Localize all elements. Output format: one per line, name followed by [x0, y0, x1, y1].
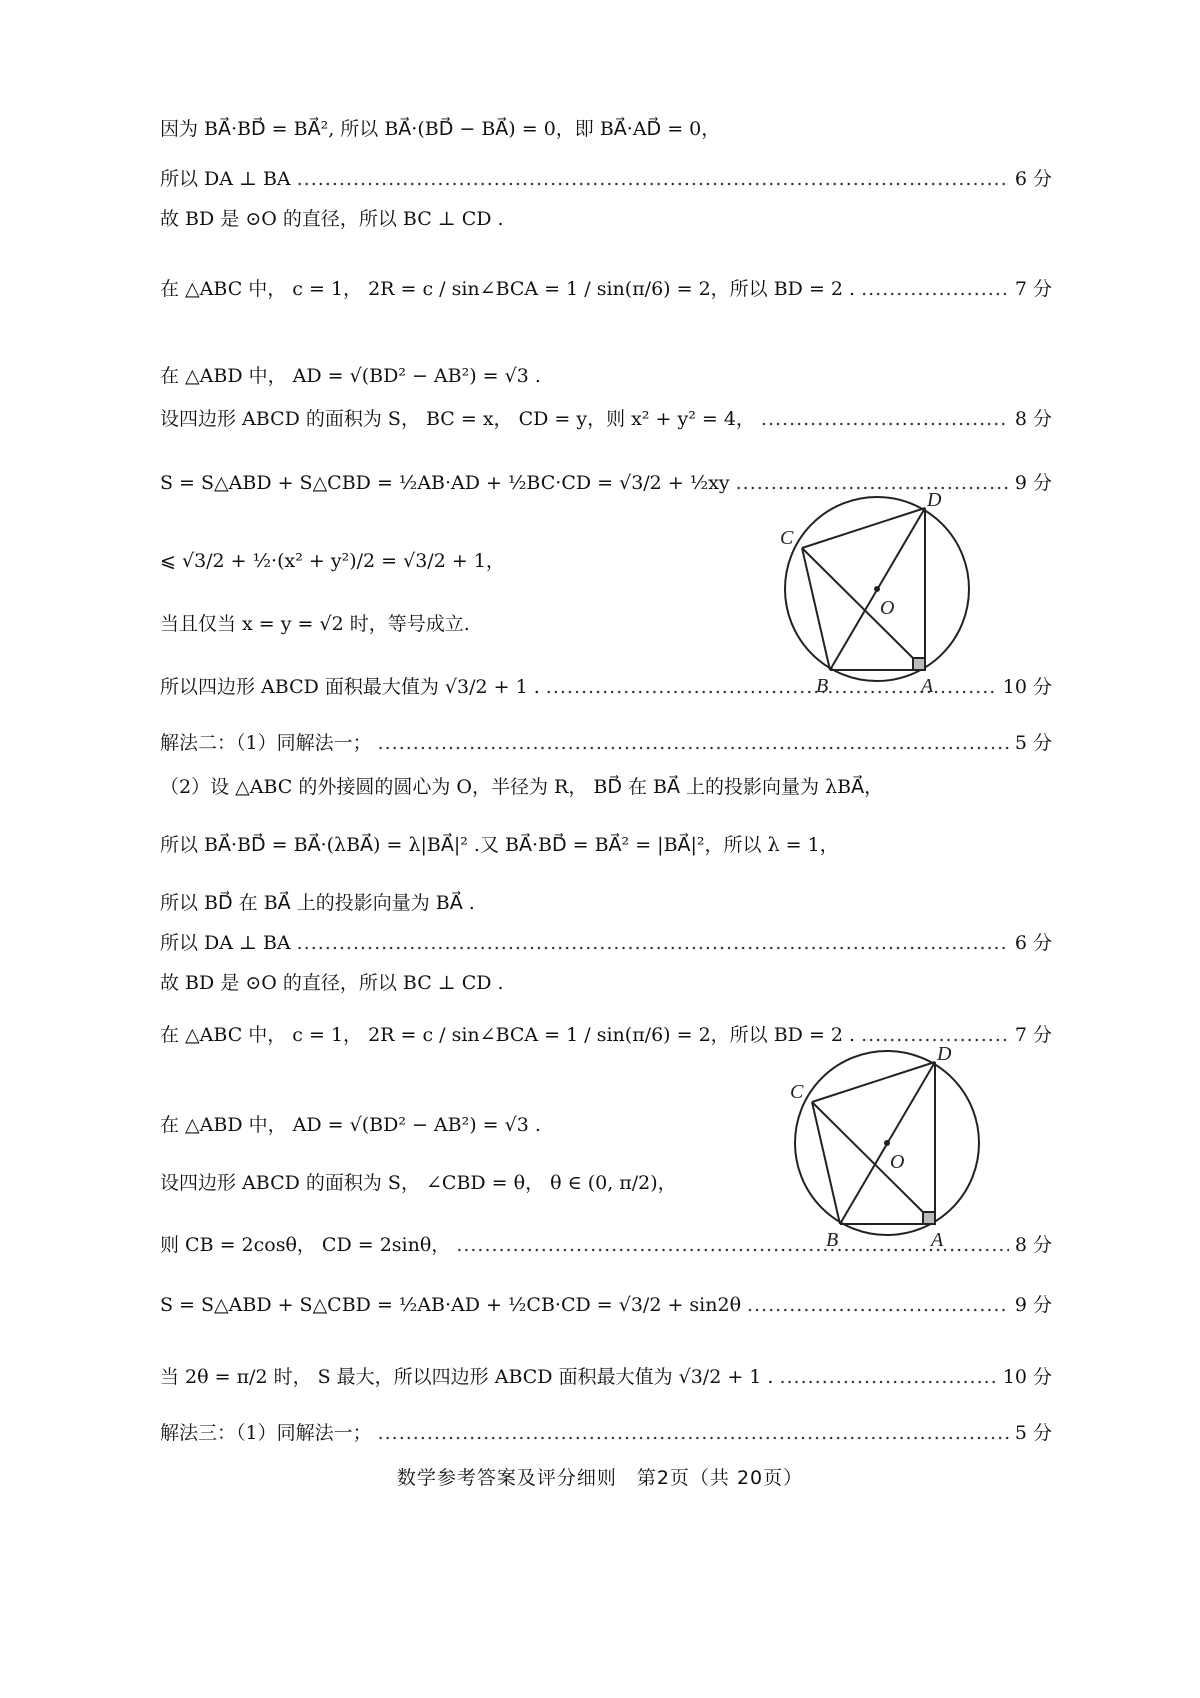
- score-label: 8 分: [1014, 1234, 1052, 1256]
- line-text: 则 CB = 2cosθ， CD = 2sinθ，: [160, 1234, 451, 1256]
- score-label: 6 分: [1014, 168, 1052, 190]
- text-line: 当且仅当 x = y = √2 时，等号成立.: [160, 613, 470, 635]
- leader-dots: [761, 404, 1009, 434]
- right-angle-mark: [913, 658, 925, 670]
- scored-line: [160, 164, 1052, 194]
- label-o: O: [880, 597, 895, 619]
- right-angle-mark: [923, 1212, 935, 1224]
- text-line: （2）设 △ABC 的外接圆的圆心为 O，半径为 R， BD⃗ 在 BA⃗ 上的投影向量为 λBA⃗，: [160, 776, 884, 798]
- label-a: A: [931, 1229, 944, 1246]
- line-text: S = S△ABD + S△CBD = ½AB·AD + ½BC·CD = √3/2 + ½xy: [160, 472, 730, 494]
- text-line: 故 BD 是 ⊙O 的直径，所以 BC ⊥ CD .: [160, 208, 504, 230]
- text-line: 所以 BA⃗·BD⃗ = BA⃗·(λBA⃗) = λ|BA⃗|² .又 BA⃗·BD⃗ = BA⃗² = |BA⃗|²，所以 λ = 1，: [160, 834, 839, 856]
- segment-cb: [802, 548, 830, 670]
- line-text: 设四边形 ABCD 的面积为 S， BC = x， CD = y，则 x² + y² = 4，: [160, 408, 755, 430]
- text-line: ⩽ √3/2 + ½·(x² + y²)/2 = √3/2 + 1，: [160, 550, 505, 572]
- scored-line: [160, 274, 1052, 304]
- scored-line: [160, 1362, 1052, 1392]
- segment-cd: [802, 508, 925, 548]
- score-label: 9 分: [1014, 472, 1052, 494]
- circle-figure-1: [760, 482, 980, 692]
- leader-dots: [747, 1290, 1009, 1320]
- score-label: 10 分: [1002, 676, 1052, 698]
- line-text: 所以 DA ⊥ BA: [160, 932, 291, 954]
- score-label: 7 分: [1014, 278, 1052, 300]
- line-text: 解法二：（1）同解法一；: [160, 732, 372, 754]
- text-line: 在 △ABD 中， AD = √(BD² − AB²) = √3 .: [160, 1114, 541, 1136]
- text-line: 在 △ABD 中， AD = √(BD² − AB²) = √3 .: [160, 365, 541, 387]
- scored-line: [160, 928, 1052, 958]
- scored-line: [160, 404, 1052, 434]
- segment-cb: [812, 1102, 840, 1224]
- text-line: 因为 BA⃗·BD⃗ = BA⃗², 所以 BA⃗·(BD⃗ − BA⃗) = 0，即 BA⃗·AD⃗ = 0，: [160, 118, 721, 140]
- label-a: A: [921, 675, 934, 692]
- label-c: C: [780, 527, 794, 549]
- segment-cd: [812, 1062, 935, 1102]
- label-d: D: [927, 489, 942, 511]
- line-text: S = S△ABD + S△CBD = ½AB·AD + ½CB·CD = √3/2 + sin2θ: [160, 1294, 742, 1316]
- scored-line: [160, 728, 1052, 758]
- line-text: 解法三：（1）同解法一；: [160, 1422, 372, 1444]
- scored-line: [160, 1290, 1052, 1320]
- line-text: 当 2θ = π/2 时， S 最大，所以四边形 ABCD 面积最大值为 √3/2 + 1 .: [160, 1366, 774, 1388]
- label-c: C: [790, 1081, 804, 1103]
- leader-dots: [378, 1418, 1009, 1448]
- center-dot: [884, 1140, 890, 1146]
- leader-dots: [297, 164, 1009, 194]
- line-text: 在 △ABC 中， c = 1， 2R = c / sin∠BCA = 1 / sin(π/6) = 2，所以 BD = 2 .: [160, 278, 856, 300]
- circle-figure-2: [770, 1036, 990, 1246]
- segment-ca: [802, 548, 925, 670]
- score-label: 7 分: [1014, 1024, 1052, 1046]
- line-text: 所以四边形 ABCD 面积最大值为 √3/2 + 1 .: [160, 676, 540, 698]
- score-label: 6 分: [1014, 932, 1052, 954]
- scored-line: [160, 1418, 1052, 1448]
- leader-dots: [779, 1362, 996, 1392]
- text-line: 所以 BD⃗ 在 BA⃗ 上的投影向量为 BA⃗ .: [160, 892, 475, 914]
- label-b: B: [826, 1229, 839, 1246]
- leader-dots: [378, 728, 1009, 758]
- score-label: 8 分: [1014, 408, 1052, 430]
- label-b: B: [816, 675, 829, 692]
- leader-dots: [861, 274, 1009, 304]
- line-text: 在 △ABC 中， c = 1， 2R = c / sin∠BCA = 1 / sin(π/6) = 2，所以 BD = 2 .: [160, 1024, 856, 1046]
- score-label: 9 分: [1014, 1294, 1052, 1316]
- segment-ca: [812, 1102, 935, 1224]
- text-line: 故 BD 是 ⊙O 的直径，所以 BC ⊥ CD .: [160, 972, 504, 994]
- text-line: 设四边形 ABCD 的面积为 S， ∠CBD = θ， θ ∈ (0, π/2)，: [160, 1172, 677, 1194]
- score-label: 10 分: [1002, 1366, 1052, 1388]
- center-dot: [874, 586, 880, 592]
- score-label: 5 分: [1014, 732, 1052, 754]
- label-d: D: [937, 1043, 952, 1065]
- page-footer: 数学参考答案及评分细则 第2页（共 20页）: [396, 1467, 804, 1489]
- leader-dots: [297, 928, 1009, 958]
- score-label: 5 分: [1014, 1422, 1052, 1444]
- label-o: O: [890, 1151, 905, 1173]
- line-text: 所以 DA ⊥ BA: [160, 168, 291, 190]
